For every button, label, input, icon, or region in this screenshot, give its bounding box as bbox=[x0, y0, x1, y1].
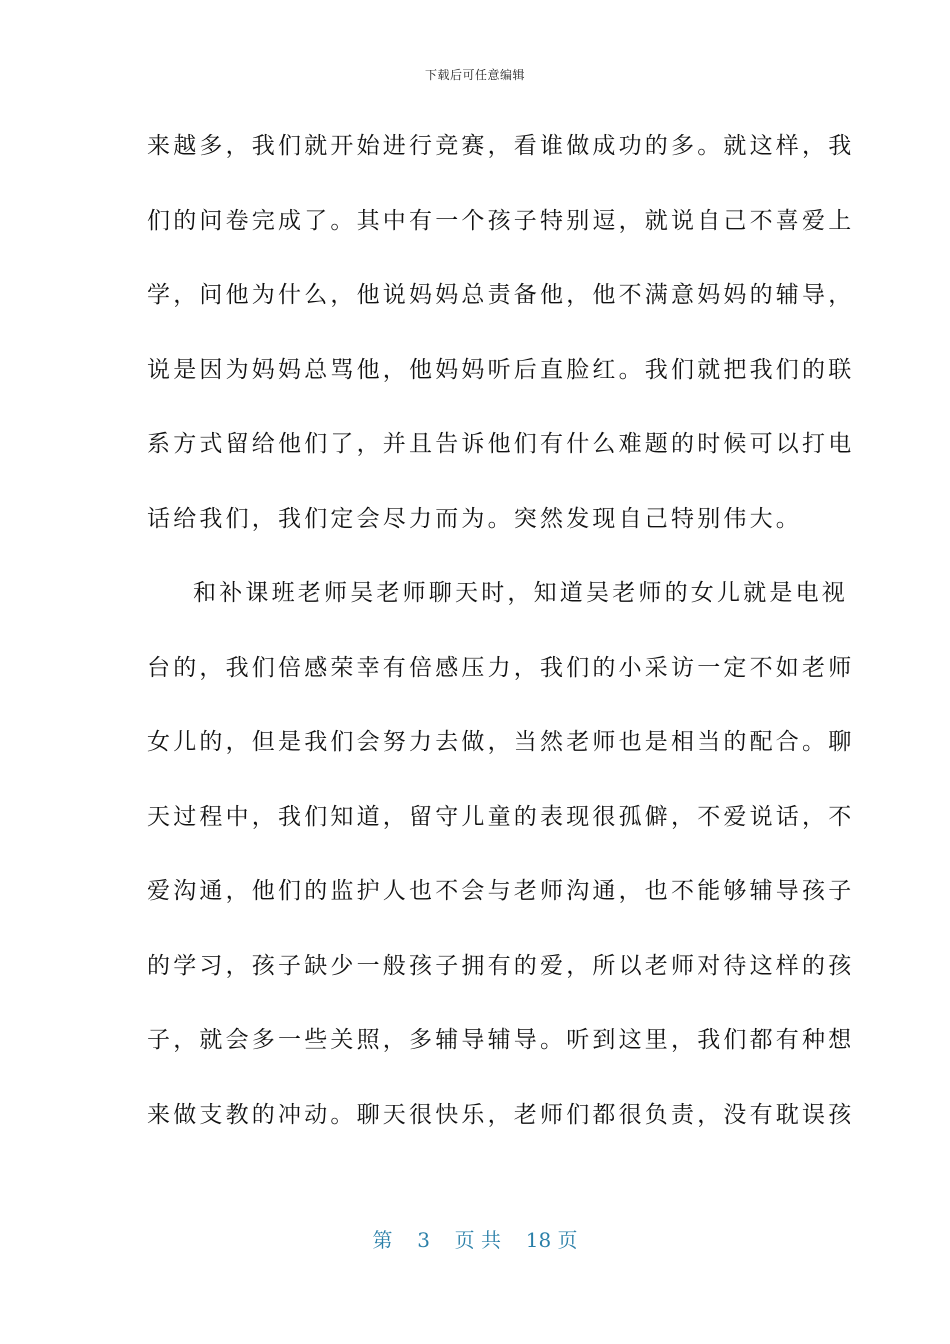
text-line: 们的问卷完成了。其中有一个孩子特别逗，就说自己不喜爱上 bbox=[147, 207, 855, 234]
footer-suffix: 页 bbox=[557, 1228, 578, 1252]
page-number-footer bbox=[0, 1224, 950, 1253]
total-pages-number: 18 bbox=[525, 1228, 552, 1252]
text-line: 学，问他为什么，他说妈妈总责备他，他不满意妈妈的辅导， bbox=[147, 282, 855, 308]
text-line: 爱沟通，他们的监护人也不会与老师沟通，也不能够辅导孩子 bbox=[147, 878, 855, 904]
text-line: 来做支教的冲动。聊天很快乐，老师们都很负责，没有耽误孩 bbox=[147, 1101, 855, 1128]
text-line: 说是因为妈妈总骂他，他妈妈听后直脸红。我们就把我们的联 bbox=[147, 356, 855, 383]
current-page-number: 3 bbox=[417, 1228, 430, 1252]
text-line: 女儿的，但是我们会努力去做，当然老师也是相当的配合。聊 bbox=[147, 729, 855, 755]
document-body bbox=[147, 121, 855, 1164]
text-line: 系方式留给他们了，并且告诉他们有什么难题的时候可以打电 bbox=[147, 431, 855, 457]
text-line: 天过程中，我们知道，留守儿童的表现很孤僻，不爱说话，不 bbox=[147, 803, 855, 830]
footer-middle: 页 共 bbox=[454, 1228, 501, 1252]
text-line: 话给我们，我们定会尽力而为。突然发现自己特别伟大。 bbox=[147, 505, 802, 532]
paragraph-start-line: 和补课班老师吴老师聊天时，知道吴老师的女儿就是电视 bbox=[193, 580, 848, 606]
text-line: 来越多，我们就开始进行竞赛，看谁做成功的多。就这样，我 bbox=[147, 133, 855, 159]
text-line: 台的，我们倍感荣幸有倍感压力，我们的小采访一定不如老师 bbox=[147, 654, 855, 681]
page-header: 下载后可任意编辑 bbox=[424, 68, 525, 82]
text-line: 的学习，孩子缺少一般孩子拥有的爱，所以老师对待这样的孩 bbox=[147, 952, 855, 979]
footer-prefix: 第 bbox=[372, 1228, 393, 1252]
text-line: 子，就会多一些关照，多辅导辅导。听到这里，我们都有种想 bbox=[147, 1027, 855, 1053]
